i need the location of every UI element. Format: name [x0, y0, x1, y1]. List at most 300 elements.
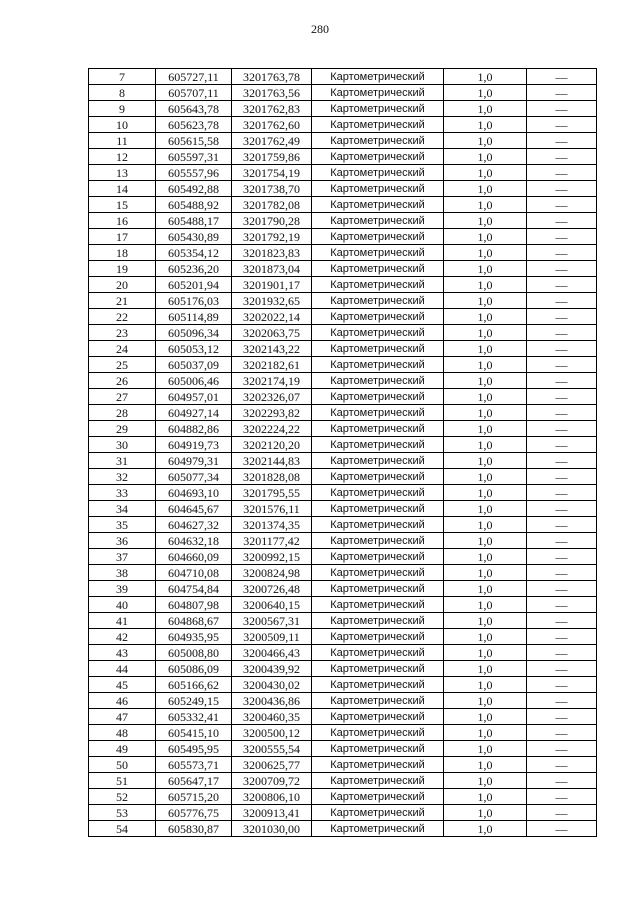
accuracy-cell: 1,0	[444, 245, 527, 261]
point-number-cell: 23	[89, 325, 156, 341]
table-row	[89, 261, 597, 277]
table-row	[89, 245, 597, 261]
table-row	[89, 149, 597, 165]
x-coordinate-cell: 605488,17	[156, 213, 232, 229]
y-coordinate-cell: 3200460,35	[232, 709, 312, 725]
accuracy-cell: 1,0	[444, 101, 527, 117]
y-coordinate-cell: 3202293,82	[232, 405, 312, 421]
point-number-cell: 30	[89, 437, 156, 453]
x-coordinate-cell: 605430,89	[156, 229, 232, 245]
table-row	[89, 821, 597, 837]
note-cell: —	[527, 101, 597, 117]
point-number-cell: 33	[89, 485, 156, 501]
note-cell: —	[527, 85, 597, 101]
table-row	[89, 309, 597, 325]
note-cell: —	[527, 293, 597, 309]
method-cell: Картометрический	[312, 549, 444, 565]
accuracy-cell: 1,0	[444, 821, 527, 837]
x-coordinate-cell: 605006,46	[156, 373, 232, 389]
accuracy-cell: 1,0	[444, 677, 527, 693]
point-number-cell: 10	[89, 117, 156, 133]
note-cell: —	[527, 661, 597, 677]
x-coordinate-cell: 605166,62	[156, 677, 232, 693]
y-coordinate-cell: 3200436,86	[232, 693, 312, 709]
y-coordinate-cell: 3201763,78	[232, 69, 312, 85]
table-row	[89, 757, 597, 773]
y-coordinate-cell: 3201177,42	[232, 533, 312, 549]
accuracy-cell: 1,0	[444, 501, 527, 517]
accuracy-cell: 1,0	[444, 533, 527, 549]
method-cell: Картометрический	[312, 149, 444, 165]
x-coordinate-cell: 605647,17	[156, 773, 232, 789]
accuracy-cell: 1,0	[444, 469, 527, 485]
method-cell: Картометрический	[312, 501, 444, 517]
accuracy-cell: 1,0	[444, 437, 527, 453]
x-coordinate-cell: 604710,08	[156, 565, 232, 581]
table-row	[89, 421, 597, 437]
point-number-cell: 53	[89, 805, 156, 821]
table-row	[89, 69, 597, 85]
table-row	[89, 597, 597, 613]
point-number-cell: 14	[89, 181, 156, 197]
y-coordinate-cell: 3201030,00	[232, 821, 312, 837]
x-coordinate-cell: 605332,41	[156, 709, 232, 725]
accuracy-cell: 1,0	[444, 229, 527, 245]
method-cell: Картометрический	[312, 101, 444, 117]
point-number-cell: 31	[89, 453, 156, 469]
note-cell: —	[527, 709, 597, 725]
method-cell: Картометрический	[312, 533, 444, 549]
table-row	[89, 517, 597, 533]
y-coordinate-cell: 3200913,41	[232, 805, 312, 821]
table-row	[89, 613, 597, 629]
method-cell: Картометрический	[312, 389, 444, 405]
method-cell: Картометрический	[312, 437, 444, 453]
y-coordinate-cell: 3202143,22	[232, 341, 312, 357]
x-coordinate-cell: 604754,84	[156, 581, 232, 597]
y-coordinate-cell: 3200806,10	[232, 789, 312, 805]
accuracy-cell: 1,0	[444, 629, 527, 645]
y-coordinate-cell: 3201792,19	[232, 229, 312, 245]
accuracy-cell: 1,0	[444, 165, 527, 181]
y-coordinate-cell: 3200500,12	[232, 725, 312, 741]
table-row	[89, 501, 597, 517]
note-cell: —	[527, 309, 597, 325]
y-coordinate-cell: 3202174,19	[232, 373, 312, 389]
method-cell: Картометрический	[312, 181, 444, 197]
y-coordinate-cell: 3200992,15	[232, 549, 312, 565]
note-cell: —	[527, 789, 597, 805]
table-row	[89, 229, 597, 245]
accuracy-cell: 1,0	[444, 565, 527, 581]
note-cell: —	[527, 677, 597, 693]
y-coordinate-cell: 3201795,55	[232, 485, 312, 501]
note-cell: —	[527, 405, 597, 421]
x-coordinate-cell: 605707,11	[156, 85, 232, 101]
y-coordinate-cell: 3200567,31	[232, 613, 312, 629]
note-cell: —	[527, 693, 597, 709]
accuracy-cell: 1,0	[444, 341, 527, 357]
method-cell: Картометрический	[312, 117, 444, 133]
method-cell: Картометрический	[312, 725, 444, 741]
x-coordinate-cell: 605830,87	[156, 821, 232, 837]
accuracy-cell: 1,0	[444, 709, 527, 725]
note-cell: —	[527, 229, 597, 245]
accuracy-cell: 1,0	[444, 357, 527, 373]
accuracy-cell: 1,0	[444, 613, 527, 629]
x-coordinate-cell: 605727,11	[156, 69, 232, 85]
y-coordinate-cell: 3202326,07	[232, 389, 312, 405]
note-cell: —	[527, 341, 597, 357]
point-number-cell: 41	[89, 613, 156, 629]
x-coordinate-cell: 605623,78	[156, 117, 232, 133]
table-row	[89, 581, 597, 597]
table-row	[89, 533, 597, 549]
method-cell: Картометрический	[312, 325, 444, 341]
table-row	[89, 725, 597, 741]
table-row	[89, 213, 597, 229]
accuracy-cell: 1,0	[444, 757, 527, 773]
x-coordinate-cell: 604645,67	[156, 501, 232, 517]
note-cell: —	[527, 277, 597, 293]
x-coordinate-cell: 605114,89	[156, 309, 232, 325]
y-coordinate-cell: 3200430,02	[232, 677, 312, 693]
method-cell: Картометрический	[312, 453, 444, 469]
table-row	[89, 485, 597, 501]
y-coordinate-cell: 3202120,20	[232, 437, 312, 453]
method-cell: Картометрический	[312, 677, 444, 693]
accuracy-cell: 1,0	[444, 117, 527, 133]
accuracy-cell: 1,0	[444, 197, 527, 213]
table-row	[89, 645, 597, 661]
point-number-cell: 19	[89, 261, 156, 277]
point-number-cell: 13	[89, 165, 156, 181]
x-coordinate-cell: 605096,34	[156, 325, 232, 341]
point-number-cell: 54	[89, 821, 156, 837]
x-coordinate-cell: 604957,01	[156, 389, 232, 405]
x-coordinate-cell: 604807,98	[156, 597, 232, 613]
x-coordinate-cell: 605776,75	[156, 805, 232, 821]
method-cell: Картометрический	[312, 341, 444, 357]
note-cell: —	[527, 245, 597, 261]
y-coordinate-cell: 3200625,77	[232, 757, 312, 773]
y-coordinate-cell: 3202182,61	[232, 357, 312, 373]
x-coordinate-cell: 605573,71	[156, 757, 232, 773]
method-cell: Картометрический	[312, 485, 444, 501]
point-number-cell: 51	[89, 773, 156, 789]
method-cell: Картометрический	[312, 373, 444, 389]
table-row	[89, 341, 597, 357]
table-row	[89, 357, 597, 373]
y-coordinate-cell: 3200726,48	[232, 581, 312, 597]
x-coordinate-cell: 605597,31	[156, 149, 232, 165]
y-coordinate-cell: 3202144,83	[232, 453, 312, 469]
point-number-cell: 27	[89, 389, 156, 405]
coordinates-table-body	[89, 69, 597, 837]
note-cell: —	[527, 197, 597, 213]
y-coordinate-cell: 3202224,22	[232, 421, 312, 437]
note-cell: —	[527, 613, 597, 629]
point-number-cell: 46	[89, 693, 156, 709]
table-row	[89, 277, 597, 293]
x-coordinate-cell: 604693,10	[156, 485, 232, 501]
x-coordinate-cell: 604935,95	[156, 629, 232, 645]
x-coordinate-cell: 605236,20	[156, 261, 232, 277]
note-cell: —	[527, 821, 597, 837]
method-cell: Картометрический	[312, 693, 444, 709]
point-number-cell: 8	[89, 85, 156, 101]
y-coordinate-cell: 3201754,19	[232, 165, 312, 181]
x-coordinate-cell: 605615,58	[156, 133, 232, 149]
note-cell: —	[527, 453, 597, 469]
method-cell: Картометрический	[312, 581, 444, 597]
table-row	[89, 405, 597, 421]
method-cell: Картометрический	[312, 597, 444, 613]
x-coordinate-cell: 605354,12	[156, 245, 232, 261]
point-number-cell: 37	[89, 549, 156, 565]
point-number-cell: 36	[89, 533, 156, 549]
accuracy-cell: 1,0	[444, 661, 527, 677]
point-number-cell: 11	[89, 133, 156, 149]
table-row	[89, 469, 597, 485]
table-row	[89, 293, 597, 309]
method-cell: Картометрический	[312, 517, 444, 533]
point-number-cell: 38	[89, 565, 156, 581]
point-number-cell: 7	[89, 69, 156, 85]
point-number-cell: 35	[89, 517, 156, 533]
coordinates-table	[88, 68, 597, 837]
y-coordinate-cell: 3201738,70	[232, 181, 312, 197]
note-cell: —	[527, 181, 597, 197]
table-row	[89, 437, 597, 453]
y-coordinate-cell: 3201762,83	[232, 101, 312, 117]
method-cell: Картометрический	[312, 85, 444, 101]
note-cell: —	[527, 533, 597, 549]
x-coordinate-cell: 604627,32	[156, 517, 232, 533]
method-cell: Картометрический	[312, 277, 444, 293]
note-cell: —	[527, 69, 597, 85]
accuracy-cell: 1,0	[444, 133, 527, 149]
y-coordinate-cell: 3201901,17	[232, 277, 312, 293]
point-number-cell: 50	[89, 757, 156, 773]
point-number-cell: 17	[89, 229, 156, 245]
method-cell: Картометрический	[312, 197, 444, 213]
method-cell: Картометрический	[312, 469, 444, 485]
point-number-cell: 40	[89, 597, 156, 613]
accuracy-cell: 1,0	[444, 277, 527, 293]
accuracy-cell: 1,0	[444, 213, 527, 229]
note-cell: —	[527, 565, 597, 581]
table-row	[89, 389, 597, 405]
accuracy-cell: 1,0	[444, 293, 527, 309]
point-number-cell: 32	[89, 469, 156, 485]
x-coordinate-cell: 605488,92	[156, 197, 232, 213]
table-row	[89, 453, 597, 469]
accuracy-cell: 1,0	[444, 85, 527, 101]
x-coordinate-cell: 605249,15	[156, 693, 232, 709]
note-cell: —	[527, 133, 597, 149]
method-cell: Картометрический	[312, 133, 444, 149]
x-coordinate-cell: 605492,88	[156, 181, 232, 197]
point-number-cell: 48	[89, 725, 156, 741]
note-cell: —	[527, 501, 597, 517]
accuracy-cell: 1,0	[444, 805, 527, 821]
table-row	[89, 677, 597, 693]
table-row	[89, 101, 597, 117]
point-number-cell: 21	[89, 293, 156, 309]
x-coordinate-cell: 605077,34	[156, 469, 232, 485]
note-cell: —	[527, 261, 597, 277]
x-coordinate-cell: 604927,14	[156, 405, 232, 421]
table-row	[89, 773, 597, 789]
y-coordinate-cell: 3201759,86	[232, 149, 312, 165]
y-coordinate-cell: 3202022,14	[232, 309, 312, 325]
note-cell: —	[527, 805, 597, 821]
x-coordinate-cell: 605037,09	[156, 357, 232, 373]
x-coordinate-cell: 604660,09	[156, 549, 232, 565]
x-coordinate-cell: 604979,31	[156, 453, 232, 469]
note-cell: —	[527, 581, 597, 597]
table-row	[89, 741, 597, 757]
accuracy-cell: 1,0	[444, 773, 527, 789]
method-cell: Картометрический	[312, 805, 444, 821]
method-cell: Картометрический	[312, 421, 444, 437]
note-cell: —	[527, 373, 597, 389]
point-number-cell: 26	[89, 373, 156, 389]
accuracy-cell: 1,0	[444, 789, 527, 805]
accuracy-cell: 1,0	[444, 693, 527, 709]
point-number-cell: 43	[89, 645, 156, 661]
method-cell: Картометрический	[312, 757, 444, 773]
point-number-cell: 34	[89, 501, 156, 517]
note-cell: —	[527, 517, 597, 533]
table-row	[89, 197, 597, 213]
accuracy-cell: 1,0	[444, 485, 527, 501]
y-coordinate-cell: 3201828,08	[232, 469, 312, 485]
x-coordinate-cell: 604919,73	[156, 437, 232, 453]
point-number-cell: 45	[89, 677, 156, 693]
x-coordinate-cell: 604632,18	[156, 533, 232, 549]
point-number-cell: 52	[89, 789, 156, 805]
accuracy-cell: 1,0	[444, 453, 527, 469]
accuracy-cell: 1,0	[444, 389, 527, 405]
table-row	[89, 325, 597, 341]
note-cell: —	[527, 725, 597, 741]
method-cell: Картометрический	[312, 405, 444, 421]
point-number-cell: 12	[89, 149, 156, 165]
method-cell: Картометрический	[312, 293, 444, 309]
y-coordinate-cell: 3201762,49	[232, 133, 312, 149]
table-row	[89, 629, 597, 645]
table-row	[89, 117, 597, 133]
x-coordinate-cell: 604882,86	[156, 421, 232, 437]
method-cell: Картометрический	[312, 213, 444, 229]
method-cell: Картометрический	[312, 741, 444, 757]
y-coordinate-cell: 3201932,65	[232, 293, 312, 309]
method-cell: Картометрический	[312, 645, 444, 661]
method-cell: Картометрический	[312, 165, 444, 181]
x-coordinate-cell: 605201,94	[156, 277, 232, 293]
y-coordinate-cell: 3201873,04	[232, 261, 312, 277]
table-row	[89, 805, 597, 821]
point-number-cell: 47	[89, 709, 156, 725]
x-coordinate-cell: 605176,03	[156, 293, 232, 309]
y-coordinate-cell: 3200466,43	[232, 645, 312, 661]
point-number-cell: 24	[89, 341, 156, 357]
point-number-cell: 9	[89, 101, 156, 117]
method-cell: Картометрический	[312, 229, 444, 245]
note-cell: —	[527, 741, 597, 757]
table-row	[89, 181, 597, 197]
note-cell: —	[527, 389, 597, 405]
y-coordinate-cell: 3200555,54	[232, 741, 312, 757]
point-number-cell: 15	[89, 197, 156, 213]
method-cell: Картометрический	[312, 709, 444, 725]
note-cell: —	[527, 149, 597, 165]
point-number-cell: 18	[89, 245, 156, 261]
note-cell: —	[527, 165, 597, 181]
point-number-cell: 44	[89, 661, 156, 677]
x-coordinate-cell: 605557,96	[156, 165, 232, 181]
y-coordinate-cell: 3201576,11	[232, 501, 312, 517]
point-number-cell: 39	[89, 581, 156, 597]
y-coordinate-cell: 3200640,15	[232, 597, 312, 613]
method-cell: Картометрический	[312, 245, 444, 261]
accuracy-cell: 1,0	[444, 549, 527, 565]
x-coordinate-cell: 605008,80	[156, 645, 232, 661]
note-cell: —	[527, 773, 597, 789]
y-coordinate-cell: 3201823,83	[232, 245, 312, 261]
method-cell: Картометрический	[312, 629, 444, 645]
method-cell: Картометрический	[312, 261, 444, 277]
accuracy-cell: 1,0	[444, 309, 527, 325]
point-number-cell: 16	[89, 213, 156, 229]
method-cell: Картометрический	[312, 773, 444, 789]
note-cell: —	[527, 597, 597, 613]
accuracy-cell: 1,0	[444, 149, 527, 165]
accuracy-cell: 1,0	[444, 581, 527, 597]
note-cell: —	[527, 213, 597, 229]
table-row	[89, 709, 597, 725]
y-coordinate-cell: 3201763,56	[232, 85, 312, 101]
table-row	[89, 661, 597, 677]
accuracy-cell: 1,0	[444, 181, 527, 197]
y-coordinate-cell: 3200509,11	[232, 629, 312, 645]
y-coordinate-cell: 3200709,72	[232, 773, 312, 789]
y-coordinate-cell: 3201762,60	[232, 117, 312, 133]
table-row	[89, 693, 597, 709]
point-number-cell: 25	[89, 357, 156, 373]
method-cell: Картометрический	[312, 69, 444, 85]
table-row	[89, 85, 597, 101]
point-number-cell: 20	[89, 277, 156, 293]
method-cell: Картометрический	[312, 821, 444, 837]
table-row	[89, 133, 597, 149]
note-cell: —	[527, 325, 597, 341]
note-cell: —	[527, 469, 597, 485]
table-row	[89, 165, 597, 181]
note-cell: —	[527, 357, 597, 373]
note-cell: —	[527, 549, 597, 565]
table-row	[89, 549, 597, 565]
method-cell: Картометрический	[312, 789, 444, 805]
note-cell: —	[527, 629, 597, 645]
accuracy-cell: 1,0	[444, 725, 527, 741]
x-coordinate-cell: 605643,78	[156, 101, 232, 117]
accuracy-cell: 1,0	[444, 597, 527, 613]
point-number-cell: 49	[89, 741, 156, 757]
y-coordinate-cell: 3200824,98	[232, 565, 312, 581]
